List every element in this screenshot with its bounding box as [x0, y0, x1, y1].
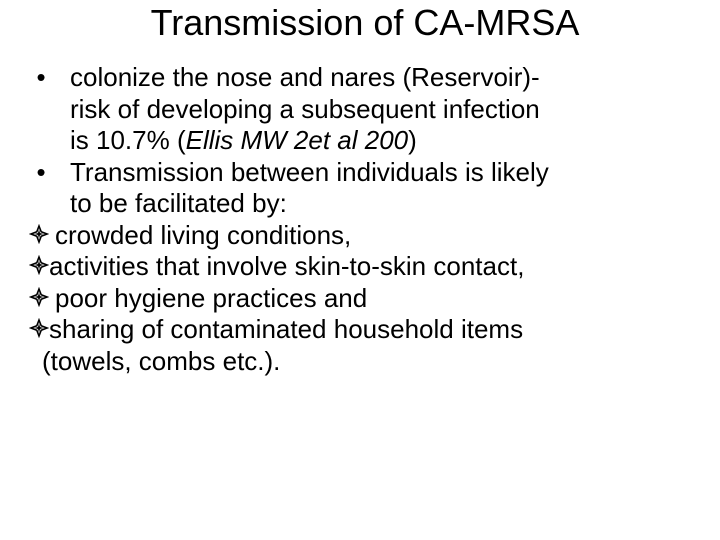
diamond-bullet-icon	[29, 224, 49, 244]
sub-bullet-text: crowded living conditions,	[55, 219, 352, 250]
sub-bullet-continuation: (towels, combs etc.).	[42, 345, 281, 376]
diamond-bullet-icon	[29, 287, 49, 307]
sub-bullet-item-3	[0, 283, 709, 315]
sub-bullet-item-4	[0, 314, 709, 377]
bullet-line: to be facilitated by:	[70, 188, 287, 218]
bullet-line: colonize the nose and nares (Reservoir)-	[70, 62, 540, 92]
sub-bullet-text: poor hygiene practices and	[55, 282, 368, 313]
bullet-line: Transmission between individuals is likely	[70, 156, 549, 187]
slide-body	[29, 62, 709, 377]
slide-title: Transmission of CA-MRSA	[150, 2, 580, 43]
citation-prefix: is 10.7% (	[70, 125, 186, 155]
bullet-line: risk of developing a subsequent infection	[70, 93, 540, 124]
bullet-marker: •	[36, 156, 46, 187]
bullet-item-1	[29, 62, 709, 157]
diamond-bullet-icon	[29, 255, 49, 275]
bullet-line-citation	[70, 125, 709, 157]
diamond-bullet-icon	[29, 318, 49, 338]
citation-suffix: )	[408, 125, 417, 155]
sub-bullet-text: activities that involve skin-to-skin contact,	[49, 251, 525, 281]
sub-bullet-text: sharing of contaminated household items	[49, 314, 524, 344]
sub-bullet-item-1	[0, 220, 709, 252]
sub-bullet-item-2	[0, 251, 709, 283]
bullet-item-2	[29, 157, 709, 220]
bullet-marker: •	[36, 62, 46, 92]
citation-italic: Ellis MW 2et al 200	[185, 125, 409, 155]
